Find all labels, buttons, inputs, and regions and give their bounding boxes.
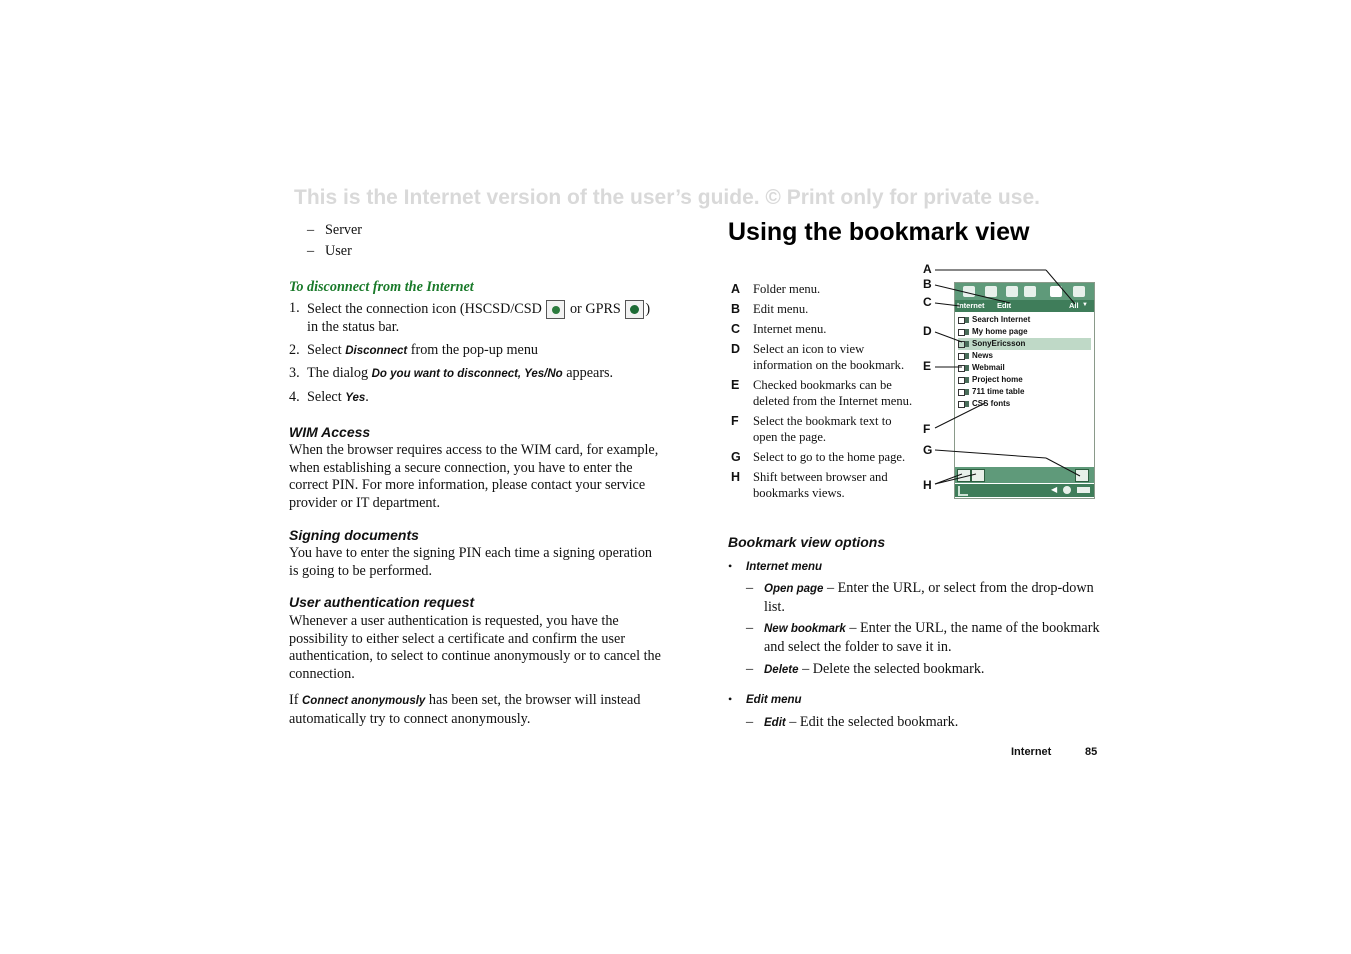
step-1: 1. Select the connection icon (HSCSD/CSD or GPRS ) in the status bar. [289,300,651,336]
option-delete: – Delete – Delete the selected bookmark. [746,660,985,677]
edit-menu-bullet: • Edit menu [728,692,802,707]
legend-item: D Select an icon to view information on the bookmark. [731,342,905,372]
legend-item: A Folder menu. [731,282,821,296]
legend-item: H Shift between browser and bookmarks views. [731,470,888,500]
leader-line-c [935,303,960,306]
step-2: 2. Select Disconnect from the pop-up menu [289,341,539,358]
chevron-down-icon: ▼ [1082,302,1088,308]
watermark: This is the Internet version of the user’s guide. © Print only for private use. [294,186,1040,209]
callout-a: A [923,262,932,276]
bookmark-item: News [958,350,1091,362]
dash-item-user: – User [307,243,352,260]
edit-menu: Edit [997,301,1012,310]
callout-d: D [923,324,932,338]
signing-text: You have to enter the signing PIN each time a signing operation is going to be performed. [289,545,653,579]
option-new-bookmark: – New bookmark – Enter the URL, the name of the bookmark and select the folder to save it in. [746,620,1100,655]
bookmark-options [728,534,1100,736]
page-number: 85 [1085,746,1098,758]
legend-item: E Checked bookmarks can be deleted from the Internet menu. [731,378,913,408]
internet-menu: Internet [957,301,985,310]
legend-item: G Select to go to the home page. [731,450,906,464]
step-3: 3. The dialog Do you want to disconnect, Yes/No appears. [289,365,614,382]
legend-item: B Edit menu. [731,302,809,316]
leader-line-d [935,332,962,342]
bookmark-item: CSS fonts [958,398,1091,410]
callout-e: E [923,359,932,373]
folder-menu: All [1069,301,1079,310]
leader-line-a [1046,270,1075,304]
option-edit: – Edit – Edit the selected bookmark. [746,713,959,730]
signing-heading: Signing documents [289,526,419,543]
wim-text: When the browser requires access to the WIM card, for example, when establishing a secure connection, you have to enter the correct PIN. For more information, please contact your service provider or IT department. [289,442,659,512]
bookmark-item: My home page [958,326,1091,338]
auth-heading: User authentication request [289,594,475,611]
callout-h: H [923,478,932,492]
callout-b: B [923,277,932,291]
auth-text: Whenever a user authentication is requested, you have the possibility to either select a certificate and confirm the user authentication, to select to continue anonymously or to cancel the connection. [289,613,661,682]
bookmark-item: Search Internet [958,314,1091,326]
callout-g: G [923,443,933,457]
legend-item: C Internet menu. [731,322,827,336]
bookmark-item: Project home [958,374,1091,386]
bookmark-item-selected: SonyEricsson [958,338,1091,350]
legend-item: F Select the bookmark text to open the page. [731,414,892,444]
dash-item-server: – Server [307,222,363,238]
bookmark-item: 711 time table [958,386,1091,398]
option-open-page: – Open page – Enter the URL, or select from the drop-down list. [746,580,1094,615]
leader-line-h [935,474,976,484]
step-4: 4. Select Yes. [289,389,369,406]
callout-f: F [923,422,931,436]
wim-heading: WIM Access [289,423,371,440]
bookmark-item: Webmail [958,362,1091,374]
volume-icon: ◀ [1051,485,1058,494]
options-heading: Bookmark view options [728,534,886,550]
leader-line-b [935,285,1010,303]
internet-menu-bullet: • Internet menu [728,558,823,573]
disconnect-heading: To disconnect from the Internet [289,278,474,295]
footer-section: Internet [1011,746,1052,758]
anonymous-text: If Connect anonymously has been set, the browser will instead automatically try to connect anonymously. [289,692,641,727]
leader-line-g [935,450,1046,458]
page-title: Using the bookmark view [728,218,1030,246]
leader-line-g [1046,458,1080,476]
callout-c: C [923,295,932,309]
leader-line-f [935,403,985,428]
